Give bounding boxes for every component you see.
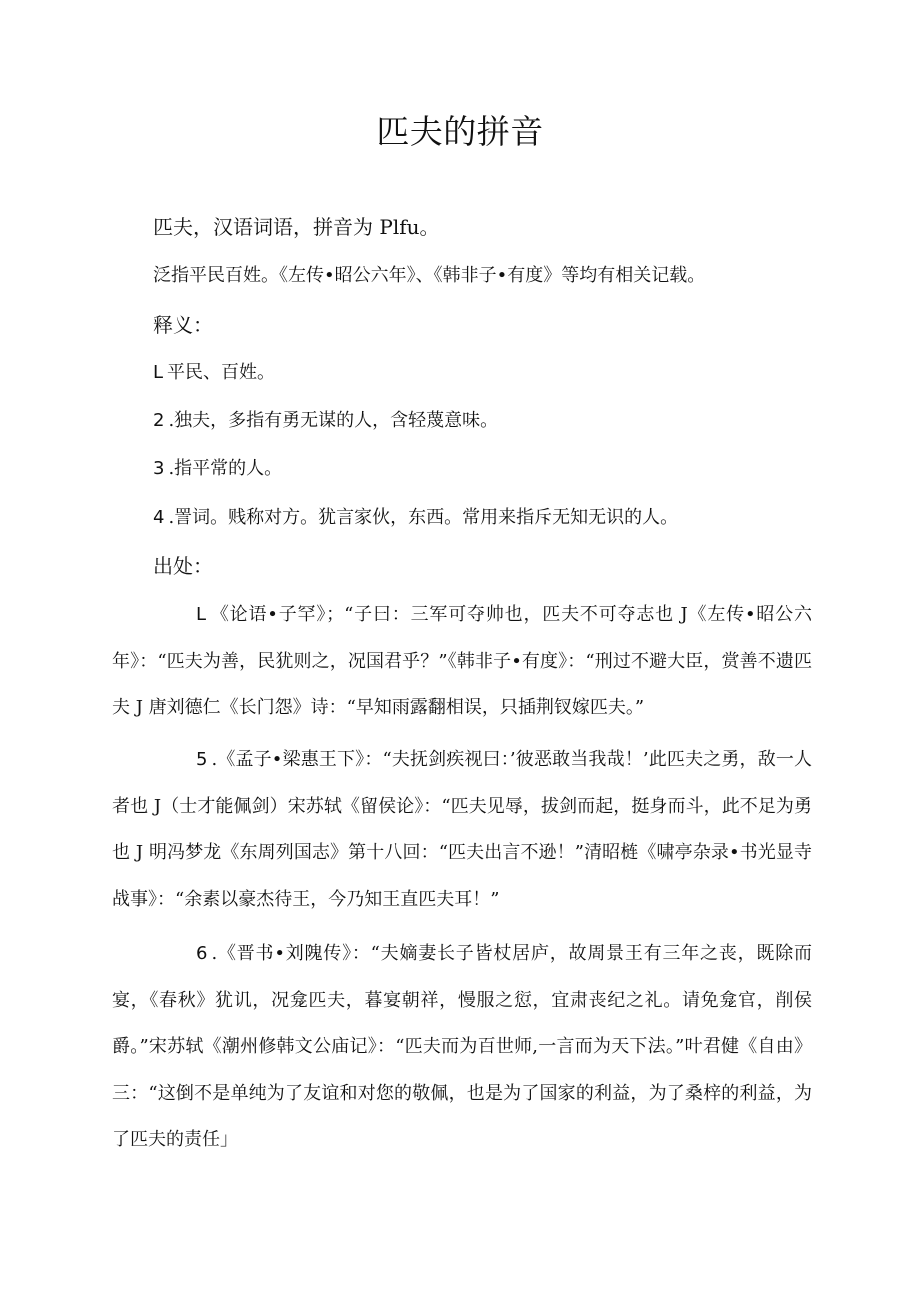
definition-item-2 (153, 408, 498, 434)
definition-item-4 (153, 505, 678, 531)
source-number: 6 (196, 943, 208, 964)
definition-number: L (153, 362, 164, 383)
definition-item-3 (153, 456, 282, 482)
source-paragraph-2 (112, 737, 812, 923)
source-text: 《论语•子罕》；“子曰：三军可夺帅也，匹夫不可夺志也 J《左传•昭公六年》：“匹夫为善，民犹则之，况国君乎？”《韩非子•有度》：“刑过不避大臣，赏善不遗匹夫 J 唐刘德仁《长门怨》诗：“早知雨露翻相误，只插荆钗嫁匹夫。” (112, 604, 812, 718)
definitions-heading: 释义： (153, 313, 213, 337)
sources-heading: 出处： (153, 554, 213, 578)
definition-number: 4 (153, 507, 165, 528)
source-number: L (196, 604, 207, 625)
page-title: 匹夫的拼音 (376, 112, 544, 151)
intro-line: 匹夫，汉语词语，拼音为 Plfu。 (153, 215, 440, 239)
definition-text: 平民、百姓。 (167, 362, 276, 383)
source-number: 5 (196, 749, 208, 770)
source-text: .《孟子•梁惠王下》：“夫抚剑疾视曰：’彼恶敢当我哉！’此匹夫之勇，敌一人者也 J（士才能佩剑）宋苏轼《留侯论》：“匹夫见辱，拔剑而起，挺身而斗，此不足为勇也 J 明冯梦龙《东周列国志》第十八回：“匹夫出言不逊！”清昭梿《啸亭杂录•书光显寺战事》：“余素以豪杰待王，今乃知王直匹夫耳！” (112, 749, 812, 910)
definition-text: .独夫，多指有勇无谋的人，含轻蔑意味。 (168, 410, 499, 431)
definition-number: 3 (153, 458, 165, 479)
source-paragraph-1 (112, 592, 812, 732)
summary-line: 泛指平民百姓。《左传•昭公六年》、《韩非子•有度》等均有相关记载。 (153, 265, 706, 286)
source-paragraph-3 (112, 931, 812, 1164)
definition-item-1 (153, 360, 275, 386)
definition-number: 2 (153, 410, 165, 431)
source-text: .《晋书•刘隗传》：“夫嫡妻长子皆杖居庐，故周景王有三年之丧，既除而宴，《春秋》犹讥，况龛匹夫，暮宴朝祥，慢服之愆，宜肃丧纪之礼。请免龛官，削侯爵。”宋苏轼《潮州修韩文公庙记》：“匹夫而为百世师,一言而为天下法。”叶君健《自由》三：“这倒不是单纯为了友谊和对您的敬佩，也是为了国家的利益，为了桑梓的利益，为了匹夫的责任」 (112, 943, 812, 1150)
definition-text: .詈词。贱称对方。犹言家伙，东西。常用来指斥无知无识的人。 (168, 507, 679, 528)
definition-text: .指平常的人。 (168, 458, 283, 479)
